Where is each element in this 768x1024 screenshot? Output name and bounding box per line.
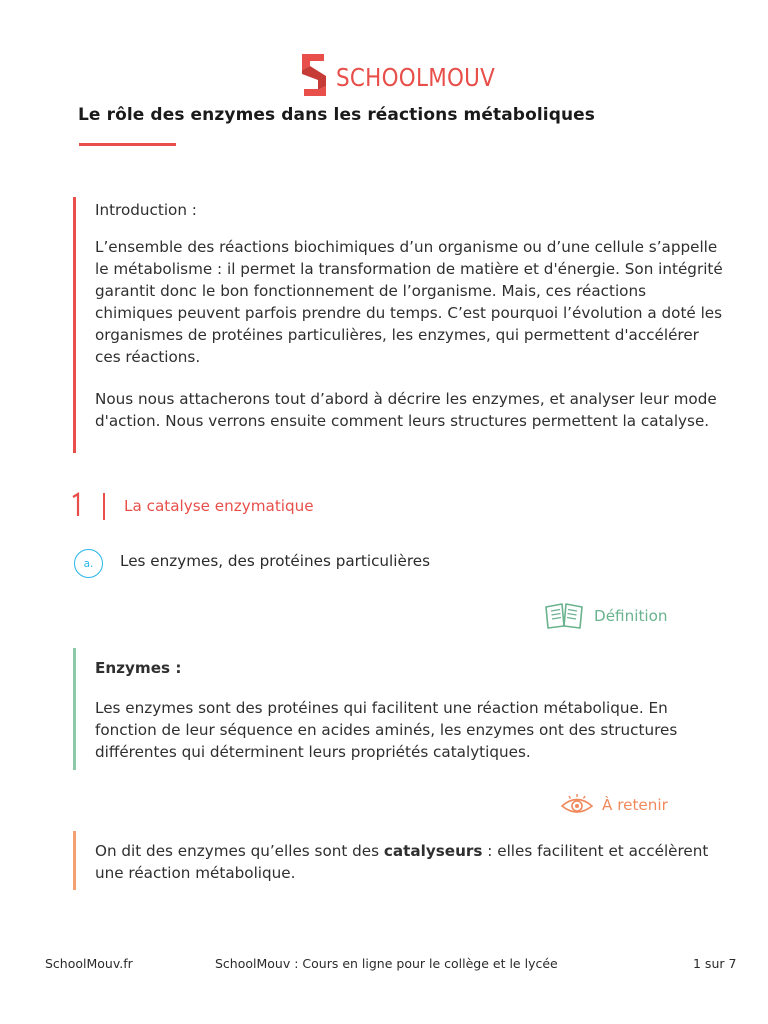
section-title: La catalyse enzymatique bbox=[124, 497, 314, 515]
introduction-paragraph: Nous nous attacherons tout d’abord à décrire les enzymes, et analyser leur mode d'action. Nous verrons ensuite comment leurs structures permettent la catalyse. bbox=[95, 390, 717, 430]
definition-term: Enzymes : bbox=[95, 659, 182, 677]
subsection-title: Les enzymes, des protéines particulières bbox=[120, 552, 431, 570]
section-divider bbox=[103, 493, 105, 520]
definition-tag bbox=[544, 602, 668, 630]
retenir-text bbox=[95, 840, 725, 884]
subsection-letter: a. bbox=[83, 557, 94, 570]
definition-tag-label: Définition bbox=[594, 607, 668, 625]
retenir-keyword: catalyseurs bbox=[383, 842, 483, 860]
brand-name: SCHOOLMOUV bbox=[336, 62, 496, 92]
retenir-text-start: On dit des enzymes qu’elles sont des bbox=[95, 842, 384, 860]
footer-tagline: SchoolMouv : Cours en ligne pour le collège et le lycée bbox=[215, 956, 558, 971]
subsection-letter-badge bbox=[74, 549, 103, 578]
section-number bbox=[70, 492, 82, 518]
retenir-block bbox=[73, 831, 725, 890]
introduction-paragraph: L’ensemble des réactions biochimiques d’un organisme ou d’une cellule s’appelle le métabolisme : il permet la transformation de matière et d'énergie. Son intégrité garantit donc le bon fonctionnement de l’organisme. Mais, ces réactions chimiques peuvent parfois prendre du temps. C’est pourquoi l’évolution a doté les organismes de protéines particulières, les enzymes, qui permettent d'accélérer ces réactions. bbox=[95, 238, 723, 366]
footer-page-number: 1 sur 7 bbox=[693, 956, 737, 971]
schoolmouv-logo bbox=[298, 52, 521, 102]
introduction-block bbox=[73, 197, 725, 453]
schoolmouv-s-logo-icon bbox=[298, 52, 330, 102]
open-book-icon bbox=[544, 602, 584, 630]
retenir-text-end: : elles facilitent et accélèrent une réaction métabolique. bbox=[95, 842, 709, 882]
retenir-tag-label: À retenir bbox=[602, 796, 668, 814]
definition-text: Les enzymes sont des protéines qui facilitent une réaction métabolique. En fonction de leur séquence en acides aminés, les enzymes ont des structures différentes qui déterminent leurs propriétés catalytiques. bbox=[95, 699, 678, 761]
title-underline bbox=[79, 143, 176, 146]
eye-icon bbox=[560, 794, 594, 816]
retenir-tag bbox=[560, 794, 668, 816]
footer-site: SchoolMouv.fr bbox=[45, 956, 133, 971]
definition-block bbox=[73, 648, 725, 770]
page-title: Le rôle des enzymes dans les réactions métaboliques bbox=[78, 105, 596, 125]
introduction-label: Introduction : bbox=[95, 201, 197, 219]
